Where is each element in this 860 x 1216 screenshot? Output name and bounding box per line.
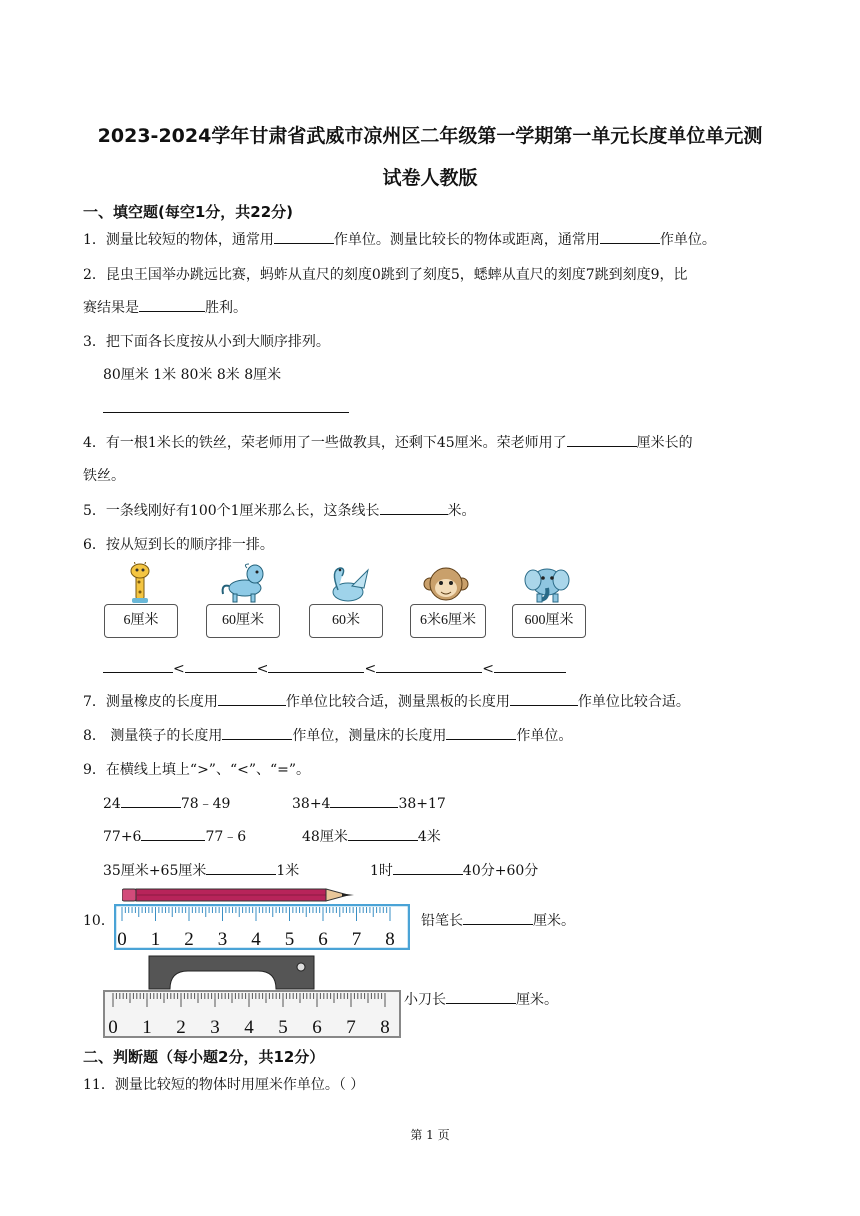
q9-expr: 35厘米+65厘米 [103,863,207,879]
q1-text-b: 作单位。测量比较长的物体或距离，通常用 [333,232,600,248]
q10-text-b1: 小刀长 [404,992,446,1008]
length-tag: 60米 [309,604,383,638]
ruler-label: 6 [312,1017,322,1038]
q10-text-b2: 厘米。 [516,992,558,1008]
ruler-label: 4 [244,1017,254,1038]
length-tag: 60厘米 [206,604,280,638]
q9-expr: 4米 [417,829,441,845]
section2-heading: 二、判断题（每小题2分，共12分） [83,1048,325,1066]
q9-row3-a [103,860,299,880]
question-1 [83,229,716,249]
question-5 [83,500,476,520]
q1-text-a: 1．测量比较短的物体，通常用 [83,232,274,248]
q3-answer-line[interactable] [103,412,349,413]
q9-expr: 1米 [276,863,300,879]
answer-blank[interactable] [567,432,637,447]
ruler-label: 1 [142,1017,152,1038]
answer-blank[interactable] [268,658,364,673]
q7-text-b: 作单位比较合适，测量黑板的长度用 [285,694,510,710]
question-2-line1: 2．昆虫王国举办跳远比赛，蚂蚱从直尺的刻度0跳到了刻度5，蟋蟀从直尺的刻度7跳到刻度9，比 [83,267,688,283]
q10-pencil-line [421,910,575,930]
q7-text-a: 7．测量橡皮的长度用 [83,694,218,710]
q4-text-b: 厘米长的 [636,435,693,451]
answer-blank[interactable] [141,826,205,841]
answer-blank[interactable] [222,725,292,740]
document-title-line2: 试卷人教版 [382,167,478,189]
q1-text-c: 作单位。 [659,232,716,248]
answer-blank[interactable] [206,860,276,875]
ruler-2 [103,990,401,1038]
answer-blank[interactable] [510,691,578,706]
answer-blank[interactable] [139,297,205,312]
answer-blank[interactable] [446,725,516,740]
q8-text-c: 作单位。 [516,728,573,744]
q9-expr: 48厘米 [302,829,348,845]
q10-text-a1: 铅笔长 [421,913,463,929]
q9-row1-a [103,793,230,813]
ruler-label: 1 [150,929,161,950]
less-than: < [364,661,377,677]
q10-text-a2: 厘米。 [533,913,575,929]
q4-text-a: 4．有一根1米长的铁丝，荣老师用了一些做教具，还剩下45厘米。荣老师用了 [83,435,567,451]
question-6: 6．按从短到长的顺序排一排。 [83,537,274,553]
q6-order-line [103,658,566,677]
ruler-label: 2 [176,1017,186,1038]
q8-text-b: 作单位，测量床的长度用 [292,728,447,744]
question-8 [83,725,572,745]
answer-blank[interactable] [393,860,463,875]
question-4-line2: 铁丝。 [83,468,125,484]
pencil-icon [122,886,358,906]
ruler-label: 6 [318,929,328,950]
length-tag: 600厘米 [512,604,586,638]
ruler-label: 7 [351,929,362,950]
q7-text-c: 作单位比较合适。 [577,694,690,710]
less-than: < [482,661,494,677]
q9-expr: 40分+60分 [462,863,539,879]
question-9: 9．在横线上填上“>”、“<”、“=”。 [83,762,311,778]
q2-text-b: 胜利。 [205,300,247,316]
less-than: < [256,661,269,677]
giraffe-icon [118,562,162,604]
question-11: 11．测量比较短的物体时用厘米作单位。（ ） [83,1077,365,1093]
ruler-label: 2 [184,929,194,950]
answer-blank[interactable] [103,658,173,673]
ruler-label: 3 [210,1017,220,1038]
q9-expr: 78﹣49 [180,796,231,812]
knife-icon [148,955,316,991]
less-than: < [173,661,185,677]
answer-blank[interactable] [463,910,533,925]
ruler-label: 4 [251,929,261,950]
q9-expr: 1时 [370,863,393,879]
ruler-label: 3 [217,929,228,950]
ruler-label: 5 [284,929,295,950]
answer-blank[interactable] [494,658,566,673]
horse-icon [217,562,273,604]
answer-blank[interactable] [348,826,418,841]
answer-blank[interactable] [185,658,257,673]
answer-blank[interactable] [380,500,448,515]
ruler-label: 8 [380,1017,390,1038]
q3-items: 80厘米 1米 80米 8米 8厘米 [103,367,282,383]
q5-text-a: 5．一条线刚好有100个1厘米那么长，这条线长 [83,503,380,519]
q5-text-b: 米。 [447,503,476,519]
ruler-label: 0 [117,929,127,950]
swan-icon [320,562,376,604]
answer-blank[interactable] [121,793,181,808]
q2-text-a: 赛结果是 [83,300,139,316]
q9-row2-b [302,826,441,846]
elephant-icon [521,562,577,604]
q10-knife-line [404,989,558,1009]
question-7 [83,691,690,711]
ruler-label: 5 [278,1017,288,1038]
length-tag: 6米6厘米 [410,604,486,638]
answer-blank[interactable] [376,658,482,673]
answer-blank[interactable] [600,229,660,244]
ruler-1 [114,904,410,950]
question-2-line2 [83,297,247,317]
answer-blank[interactable] [218,691,286,706]
q9-row3-b [370,860,538,880]
ruler-label: 8 [385,929,395,950]
q9-expr: 24 [103,796,121,812]
q9-expr: 77+6 [103,829,142,845]
q9-expr: 38+17 [398,796,446,812]
length-tag: 6厘米 [104,604,178,638]
q9-expr: 38+4 [292,796,331,812]
q9-row1-b [292,793,446,812]
monkey-icon [423,562,469,606]
answer-blank[interactable] [446,989,516,1004]
ruler-label: 7 [346,1017,356,1038]
question-10-number: 10． [83,913,115,929]
q9-expr: 77﹣6 [205,829,247,845]
ruler-label: 0 [108,1017,118,1038]
section1-heading: 一、填空题(每空1分，共22分) [83,203,294,221]
question-3: 3．把下面各长度按从小到大顺序排列。 [83,334,330,350]
answer-blank[interactable] [330,793,398,808]
answer-blank[interactable] [274,229,334,244]
document-title-line1: 2023-2024学年甘肃省武威市凉州区二年级第一学期第一单元长度单位单元测 [97,125,763,147]
question-4-line1 [83,432,693,452]
q9-row2-a [103,826,246,846]
q8-text-a: 8． 测量筷子的长度用 [83,728,223,744]
page-number: 第 1 页 [410,1128,450,1142]
